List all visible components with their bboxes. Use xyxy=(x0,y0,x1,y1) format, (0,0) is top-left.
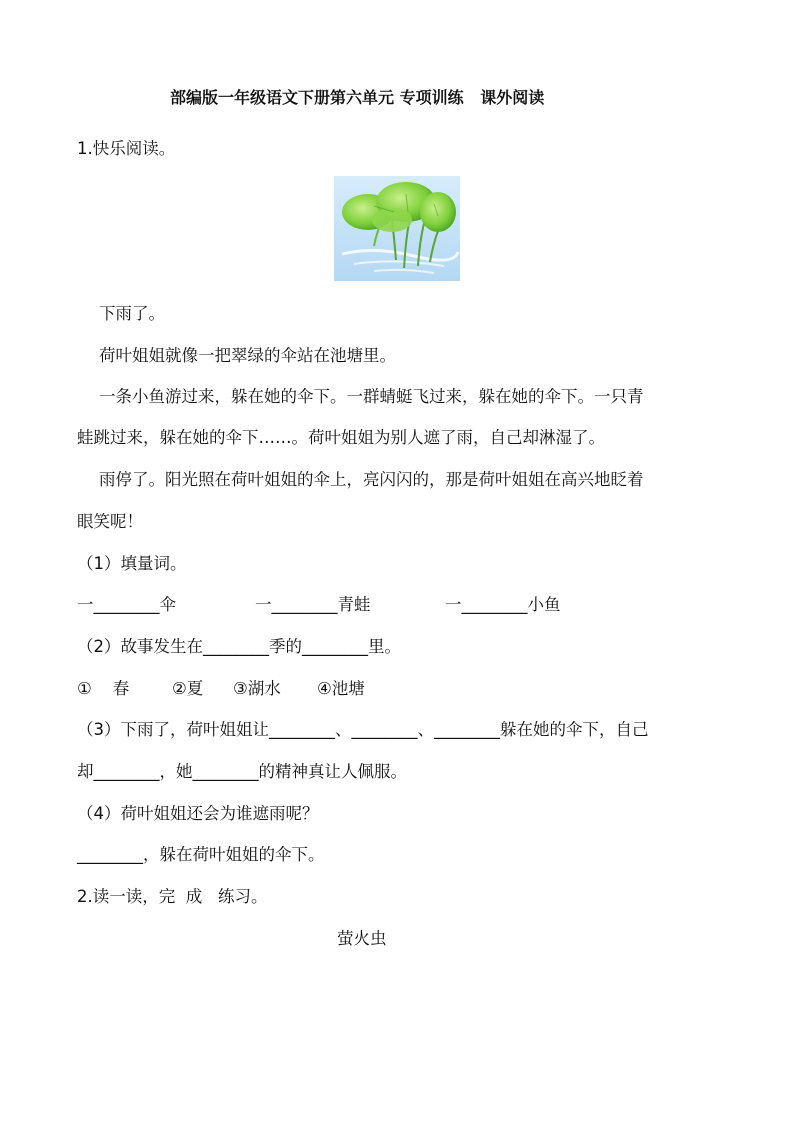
fill-blank-fish[interactable]: 一________小鱼 xyxy=(445,595,561,614)
fill-blank-umbrella[interactable]: 一________伞 xyxy=(77,595,176,614)
question-1-heading: 1.快乐阅读。 xyxy=(77,139,176,158)
option-spring[interactable]: ① 春 xyxy=(77,679,130,698)
passage-paragraph: 下雨了。 xyxy=(99,304,165,323)
page-title: 部编版一年级语文下册第六单元 专项训练 课外阅读 xyxy=(170,88,545,107)
passage-paragraph: 一条小鱼游过来，躲在她的伞下。一群蜻蜓飞过来，躲在她的伞下。一只青 xyxy=(99,387,644,406)
fill-blank-frog[interactable]: 一________青蛙 xyxy=(255,595,371,614)
sub-question-1-prompt: （1）填量词。 xyxy=(77,554,187,573)
passage-paragraph: 眼笑呢！ xyxy=(77,512,143,531)
sub-question-3-line-2[interactable]: 却________，她________的精神真让人佩服。 xyxy=(77,762,407,781)
option-summer[interactable]: ②夏 xyxy=(172,679,204,698)
passage-paragraph: 荷叶姐姐就像一把翠绿的伞站在池塘里。 xyxy=(99,346,396,365)
option-pond[interactable]: ④池塘 xyxy=(317,679,365,698)
story-title: 萤火虫 xyxy=(337,929,387,948)
passage-paragraph: 雨停了。阳光照在荷叶姐姐的伞上，亮闪闪的，那是荷叶姐姐在高兴地眨着 xyxy=(99,470,644,489)
question-2-heading: 2.读一读，完 成 练习。 xyxy=(77,887,268,906)
lotus-leaves-illustration xyxy=(334,176,460,281)
sub-question-3-line-1[interactable]: （3）下雨了，荷叶姐姐让________、________、________躲在她的伞下，自己 xyxy=(77,720,649,739)
sub-question-4-prompt: （4）荷叶姐姐还会为谁遮雨呢？ xyxy=(77,804,319,823)
passage-paragraph: 蛙跳过来，躲在她的伞下……。荷叶姐姐为别人遮了雨，自己却淋湿了。 xyxy=(77,428,605,447)
sub-question-2-prompt[interactable]: （2）故事发生在________季的________里。 xyxy=(77,637,401,656)
sub-question-4-answer[interactable]: ________，躲在荷叶姐姐的伞下。 xyxy=(77,845,325,864)
option-lake[interactable]: ③湖水 xyxy=(233,679,281,698)
